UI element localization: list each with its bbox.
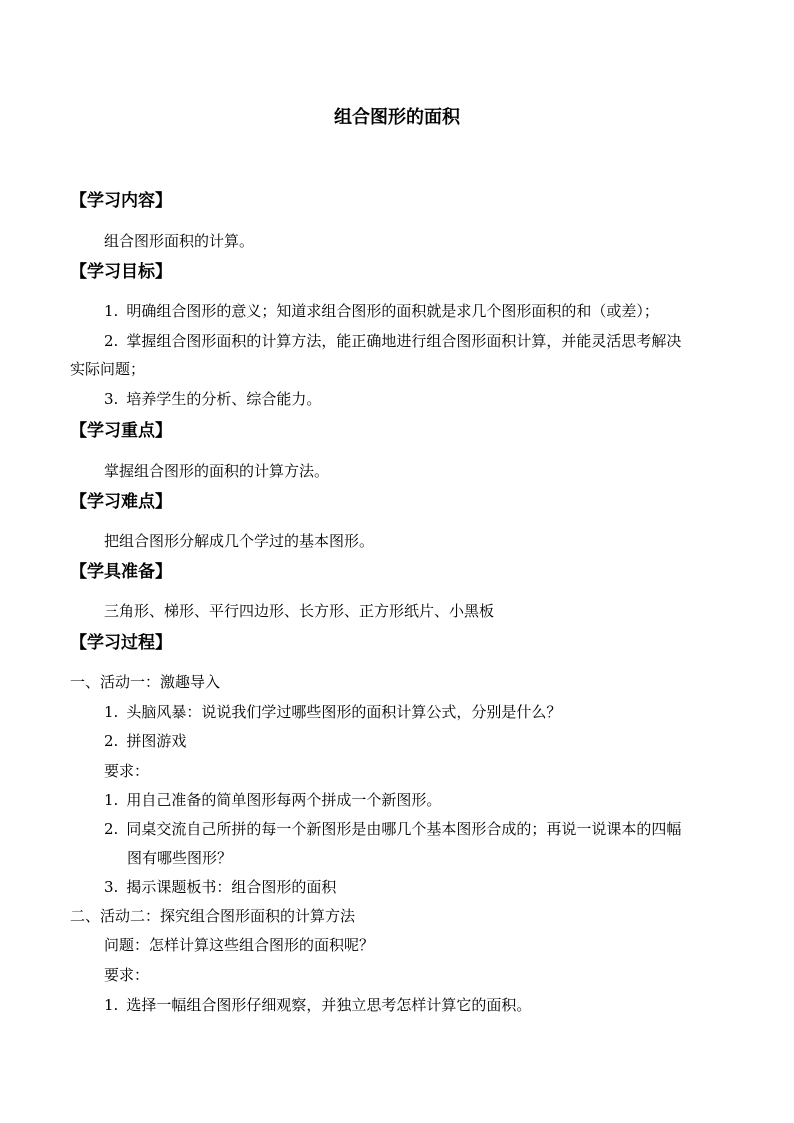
key-points-text: 掌握组合图形的面积的计算方法。 <box>104 462 330 480</box>
activity-1-item-1 <box>104 702 561 722</box>
activity-1-req-3-text: 揭示课题板书：组合图形的面积 <box>126 878 337 896</box>
difficulties-text: 把组合图形分解成几个学过的基本图形。 <box>104 532 375 550</box>
activity-1-req-1-text: 用自己准备的简单图形每两个拼成一个新图形。 <box>126 791 442 809</box>
objective-text-1: 明确组合图形的意义；知道求组合图形的面积就是求几个图形面积的和（或差）； <box>126 302 659 320</box>
section-heading-content: 【学习内容】 <box>70 191 172 211</box>
activity-1-req-1-number: 1. <box>104 791 119 809</box>
page-title: 组合图形的面积 <box>334 107 460 128</box>
objective-number-3: 3. <box>104 390 119 408</box>
section-heading-tools: 【学具准备】 <box>70 562 172 582</box>
activity-1-item-2 <box>104 731 186 751</box>
activity-2-question: 问题：怎样计算这些组合图形的面积呢？ <box>104 936 375 954</box>
activity-2-title: 二、活动二：探究组合图形面积的计算方法 <box>70 907 356 925</box>
objective-item-1 <box>104 301 659 321</box>
activity-1-req-2 <box>104 819 681 839</box>
activity-1-item-1-number: 1. <box>104 703 119 721</box>
objective-number-1: 1. <box>104 302 119 320</box>
objective-text-2-continued: 实际问题； <box>70 360 146 378</box>
content-text: 组合图形面积的计算。 <box>104 232 255 250</box>
objective-text-3: 培养学生的分析、综合能力。 <box>126 390 322 408</box>
activity-1-item-2-text: 拼图游戏 <box>126 732 187 750</box>
section-heading-process: 【学习过程】 <box>70 633 172 653</box>
objective-number-2: 2. <box>104 332 119 350</box>
activity-1-item-2-number: 2. <box>104 732 119 750</box>
section-heading-objectives: 【学习目标】 <box>70 262 172 282</box>
section-heading-difficulties: 【学习难点】 <box>70 492 172 512</box>
activity-2-req-1-text: 选择一幅组合图形仔细观察，并独立思考怎样计算它的面积。 <box>126 996 532 1014</box>
activity-2-requirements-label: 要求： <box>104 966 150 984</box>
activity-1-requirements-label: 要求： <box>104 762 150 780</box>
activity-1-req-1 <box>104 790 441 810</box>
activity-1-req-2-continued: 图有哪些图形？ <box>127 849 233 867</box>
activity-2-req-1 <box>104 995 531 1015</box>
activity-1-req-3-number: 3. <box>104 878 119 896</box>
activity-1-req-3 <box>104 877 336 897</box>
activity-1-req-2-number: 2. <box>104 820 119 838</box>
activity-1-title: 一、活动一：激趣导入 <box>70 673 221 691</box>
activity-1-item-1-text: 头脑风暴：说说我们学过哪些图形的面积计算公式，分别是什么？ <box>126 703 562 721</box>
tools-text: 三角形、梯形、平行四边形、长方形、正方形纸片、小黑板 <box>104 602 495 620</box>
objective-text-2: 掌握组合图形面积的计算方法，能正确地进行组合图形面积计算，并能灵活思考解决 <box>126 332 682 350</box>
objective-item-2 <box>104 331 681 351</box>
section-heading-key-points: 【学习重点】 <box>70 421 172 441</box>
activity-1-req-2-text: 同桌交流自己所拼的每一个新图形是由哪几个基本图形合成的；再说一说课本的四幅 <box>126 820 682 838</box>
objective-item-3 <box>104 389 321 409</box>
activity-2-req-1-number: 1. <box>104 996 119 1014</box>
